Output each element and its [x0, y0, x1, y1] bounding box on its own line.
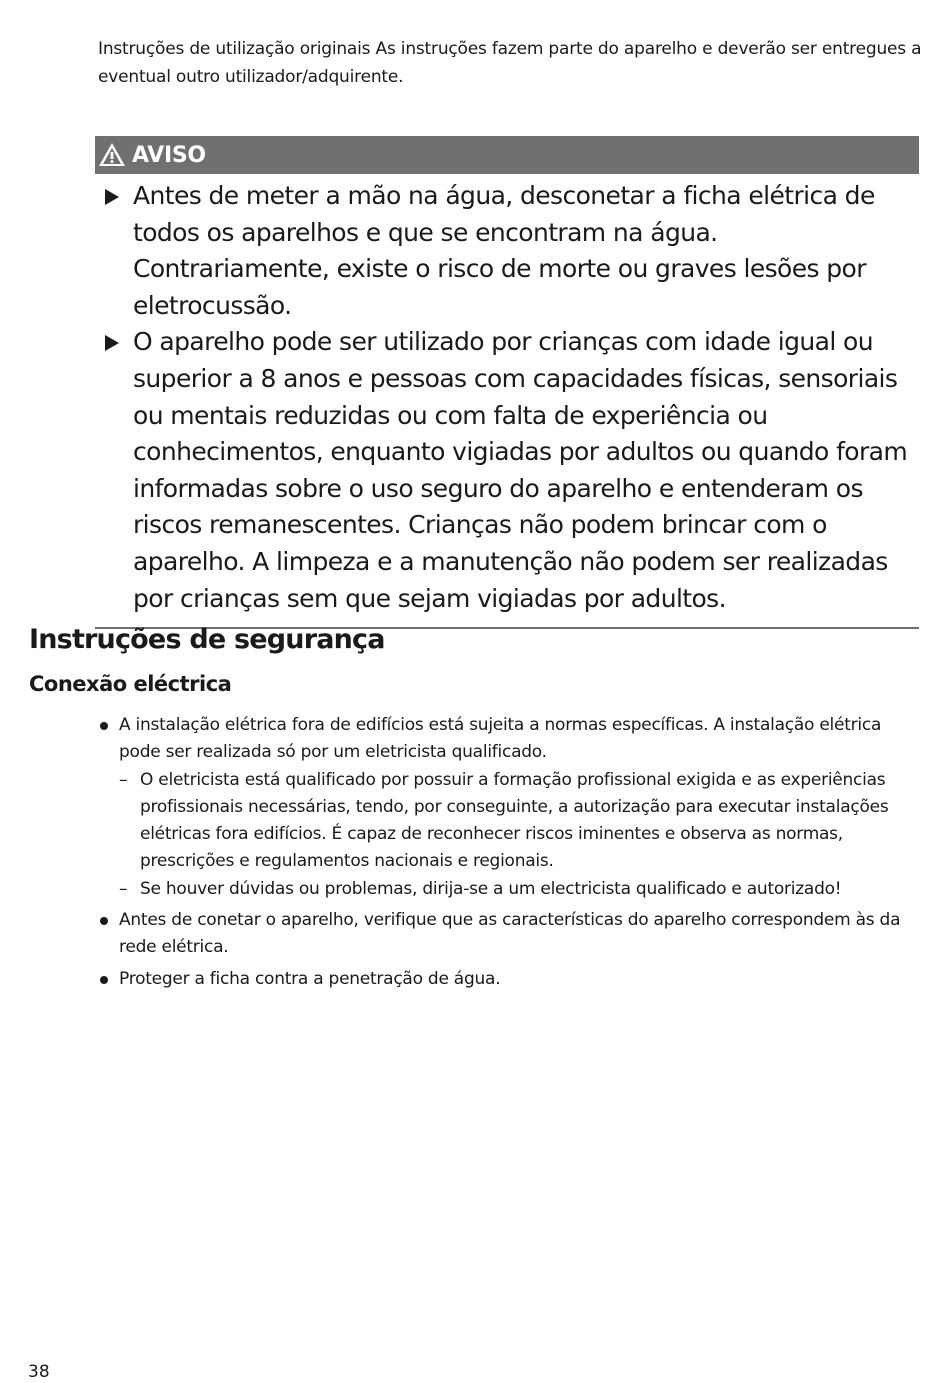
section-subtitle: Conexão eléctrica — [29, 672, 232, 696]
sub-list-item-text: Se houver dúvidas ou problemas, dirija-se a um electricista qualificado e autorizado! — [140, 878, 842, 899]
dash-icon: – — [119, 769, 128, 790]
list-item — [98, 712, 920, 903]
sub-list-item — [119, 876, 920, 903]
warning-item-text: Antes de meter a mão na água, desconetar a ficha elétrica de todos os aparelhos e que se encontram na água. Contrariamente, existe o risco de morte ou graves lesões por eletrocussão. — [133, 181, 875, 320]
warning-box — [95, 136, 919, 629]
warning-header — [95, 136, 919, 174]
safety-list — [98, 712, 920, 997]
list-item-text: A instalação elétrica fora de edifícios está sujeita a normas específicas. A instalação elétrica pode ser realizada só por um eletricista qualificado. — [119, 715, 882, 763]
arrow-right-icon — [105, 189, 119, 205]
bullet-icon — [100, 976, 108, 984]
list-item — [98, 966, 920, 993]
warning-item-text: O aparelho pode ser utilizado por crianças com idade igual ou superior a 8 anos e pessoas com capacidades físicas, sensoriais ou mentais reduzidas ou com falta de experiência ou conhecimentos, enquanto vigiadas por adultos ou quando foram informadas sobre o uso seguro do aparelho e entenderam os riscos remanescentes. Crianças não podem brincar com o aparelho. A limpeza e a manutenção não podem ser realizadas por crianças sem que sejam vigiadas por adultos. — [133, 327, 908, 613]
arrow-right-icon — [105, 335, 119, 351]
sub-list-item-text: O eletricista está qualificado por possuir a formação profissional exigida e as experiências profissionais necessárias, tendo, por conseguinte, a autorização para executar instalações elétricas fora edifícios. É capaz de reconhecer riscos iminentes e observa as normas, prescrições e regulamentos nacionais e regionais. — [140, 769, 889, 872]
list-item — [98, 907, 920, 962]
sub-list-item — [119, 767, 920, 876]
warning-title: AVISO — [132, 142, 206, 168]
dash-icon: – — [119, 878, 128, 899]
intro-text: Instruções de utilização originais As instruções fazem parte do aparelho e deverão ser entregues a eventual outro utilizador/adquirente. — [98, 39, 922, 87]
warning-list — [95, 174, 919, 629]
list-item-text: Proteger a ficha contra a penetração de água. — [119, 968, 501, 989]
sub-list — [119, 767, 920, 903]
section-title: Instruções de segurança — [29, 624, 385, 655]
bullet-icon — [100, 722, 108, 730]
warning-triangle-icon — [98, 141, 126, 169]
list-item-text: Antes de conetar o aparelho, verifique que as características do aparelho correspondem às da rede elétrica. — [119, 910, 901, 958]
warning-item — [95, 324, 919, 617]
warning-item — [95, 178, 919, 324]
bullet-icon — [100, 917, 108, 925]
page-number: 38 — [28, 1362, 50, 1382]
